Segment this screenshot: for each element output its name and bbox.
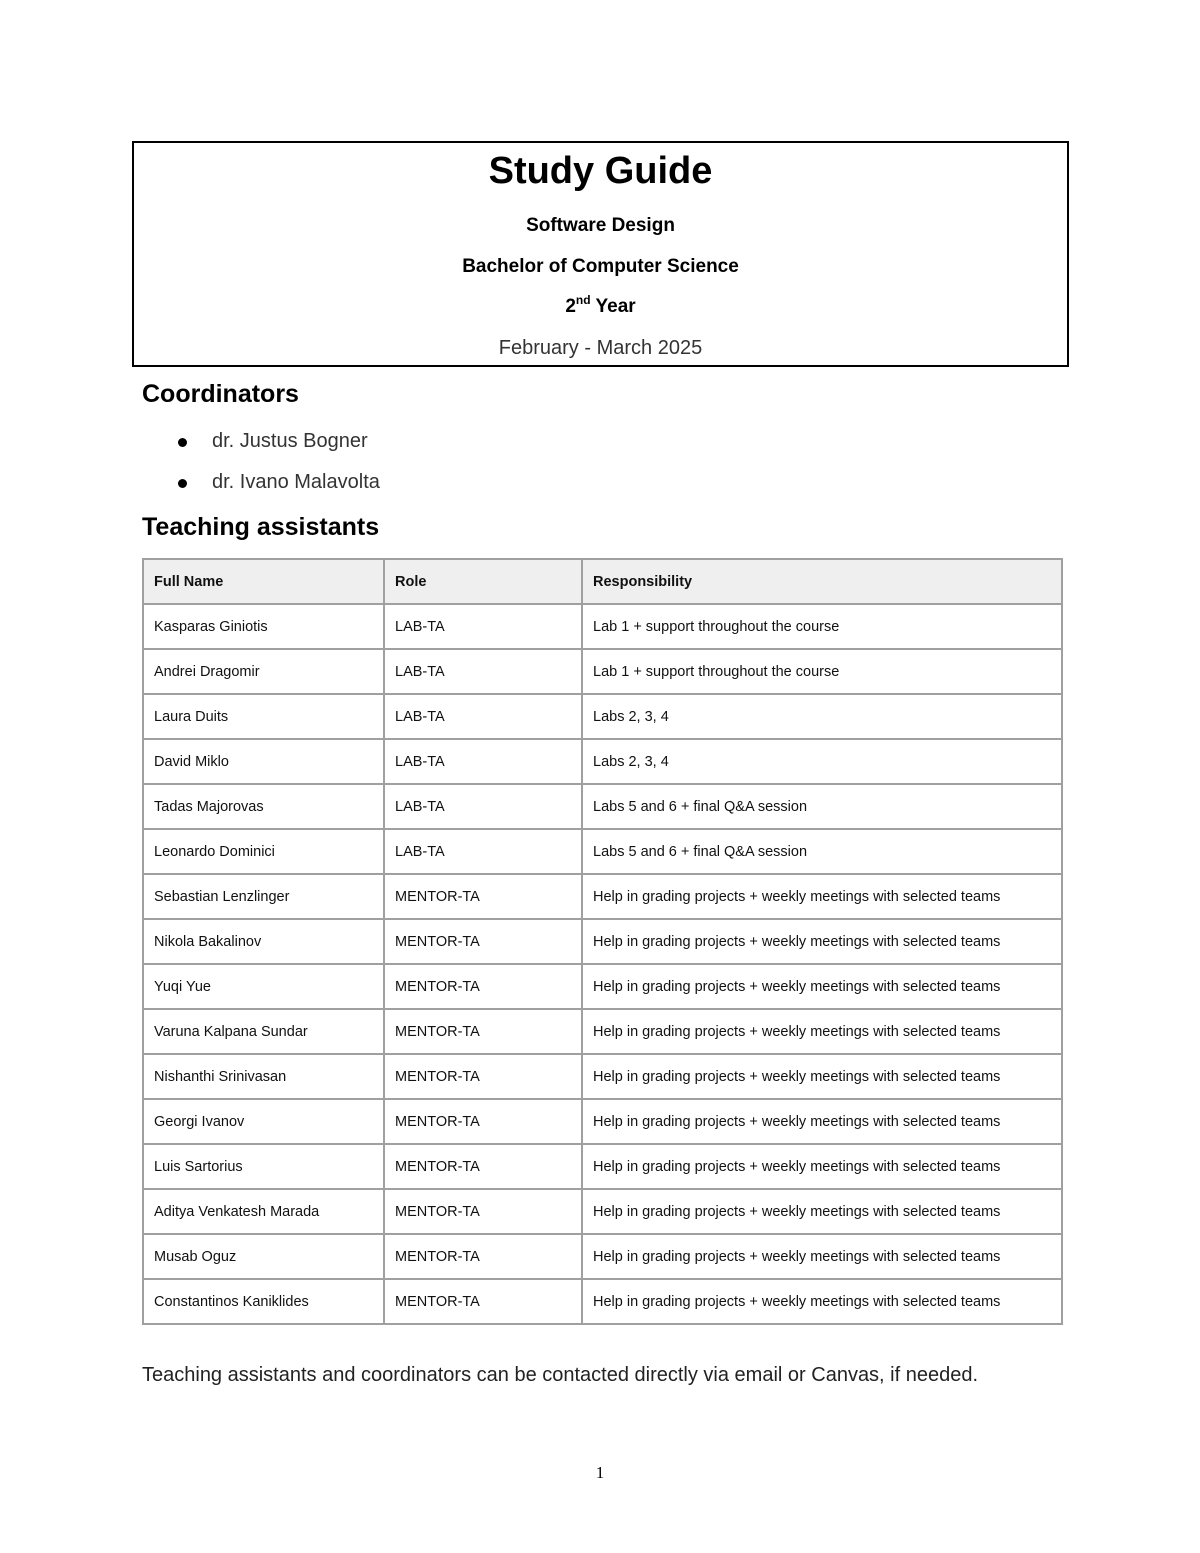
table-row <box>143 1234 1062 1279</box>
table-row <box>143 829 1062 874</box>
cell-role: LAB-TA <box>384 784 582 829</box>
contact-note: Teaching assistants and coordinators can be contacted directly via email or Canvas, if needed. <box>142 1364 979 1386</box>
cell-responsibility: Help in grading projects + weekly meetings with selected teams <box>582 1054 1062 1099</box>
column-header-full-name: Full Name <box>143 559 384 604</box>
cell-role: MENTOR-TA <box>384 1054 582 1099</box>
cell-responsibility: Lab 1 + support throughout the course <box>582 604 1062 649</box>
cell-full-name: Yuqi Yue <box>143 964 384 1009</box>
cell-responsibility: Help in grading projects + weekly meetings with selected teams <box>582 874 1062 919</box>
table-row <box>143 1009 1062 1054</box>
cell-role: LAB-TA <box>384 604 582 649</box>
cell-responsibility: Help in grading projects + weekly meetings with selected teams <box>582 919 1062 964</box>
cell-full-name: Nishanthi Srinivasan <box>143 1054 384 1099</box>
table-row <box>143 649 1062 694</box>
year-suffix: nd <box>575 293 591 307</box>
table-row <box>143 1054 1062 1099</box>
teaching-assistants-heading: Teaching assistants <box>142 513 380 541</box>
cell-role: MENTOR-TA <box>384 1234 582 1279</box>
table-row <box>143 1189 1062 1234</box>
cell-role: MENTOR-TA <box>384 1099 582 1144</box>
cell-role: MENTOR-TA <box>384 874 582 919</box>
cell-role: LAB-TA <box>384 649 582 694</box>
cell-full-name: Nikola Bakalinov <box>143 919 384 964</box>
cell-full-name: Georgi Ivanov <box>143 1099 384 1144</box>
cell-responsibility: Labs 2, 3, 4 <box>582 694 1062 739</box>
study-year <box>134 295 1067 319</box>
cell-full-name: Musab Oguz <box>143 1234 384 1279</box>
coordinator-name: dr. Justus Bogner <box>212 430 368 452</box>
cell-full-name: Luis Sartorius <box>143 1144 384 1189</box>
year-number: 2 <box>565 296 576 317</box>
cell-full-name: Leonardo Dominici <box>143 829 384 874</box>
cell-role: MENTOR-TA <box>384 1144 582 1189</box>
degree-name: Bachelor of Computer Science <box>462 256 739 277</box>
cell-full-name: Sebastian Lenzlinger <box>143 874 384 919</box>
table-row <box>143 694 1062 739</box>
document-title: Study Guide <box>488 150 713 192</box>
table-row <box>143 1279 1062 1324</box>
table-row <box>143 784 1062 829</box>
cell-full-name: Aditya Venkatesh Marada <box>143 1189 384 1234</box>
page-number: 1 <box>595 1463 605 1482</box>
year-word: Year <box>595 296 636 317</box>
cell-full-name: David Miklo <box>143 739 384 784</box>
cell-responsibility: Help in grading projects + weekly meetings with selected teams <box>582 1234 1062 1279</box>
table-row <box>143 964 1062 1009</box>
table-row <box>143 919 1062 964</box>
course-period: February - March 2025 <box>498 337 703 359</box>
column-header-role: Role <box>384 559 582 604</box>
course-name: Software Design <box>526 215 675 236</box>
bullet-icon <box>178 438 187 447</box>
cell-role: MENTOR-TA <box>384 1189 582 1234</box>
bullet-icon <box>178 479 187 488</box>
table-row <box>143 874 1062 919</box>
cell-responsibility: Help in grading projects + weekly meetings with selected teams <box>582 964 1062 1009</box>
cell-full-name: Tadas Majorovas <box>143 784 384 829</box>
cell-responsibility: Help in grading projects + weekly meetings with selected teams <box>582 1279 1062 1324</box>
cell-full-name: Varuna Kalpana Sundar <box>143 1009 384 1054</box>
cell-responsibility: Labs 5 and 6 + final Q&A session <box>582 784 1062 829</box>
table-row <box>143 604 1062 649</box>
table-body <box>143 604 1062 1324</box>
cell-role: LAB-TA <box>384 694 582 739</box>
coordinator-name: dr. Ivano Malavolta <box>212 471 380 493</box>
table-header-row <box>143 559 1062 604</box>
column-header-responsibility: Responsibility <box>582 559 1062 604</box>
table-row <box>143 739 1062 784</box>
cell-role: LAB-TA <box>384 829 582 874</box>
table-row <box>143 1144 1062 1189</box>
cell-role: MENTOR-TA <box>384 964 582 1009</box>
teaching-assistants-table <box>142 558 1063 1325</box>
cell-responsibility: Labs 2, 3, 4 <box>582 739 1062 784</box>
cell-full-name: Constantinos Kaniklides <box>143 1279 384 1324</box>
coordinators-heading: Coordinators <box>142 380 299 408</box>
table-row <box>143 1099 1062 1144</box>
cell-responsibility: Help in grading projects + weekly meetings with selected teams <box>582 1144 1062 1189</box>
cell-responsibility: Help in grading projects + weekly meetings with selected teams <box>582 1009 1062 1054</box>
title-box <box>132 141 1069 367</box>
cell-full-name: Kasparas Giniotis <box>143 604 384 649</box>
cell-role: MENTOR-TA <box>384 919 582 964</box>
cell-responsibility: Lab 1 + support throughout the course <box>582 649 1062 694</box>
cell-full-name: Andrei Dragomir <box>143 649 384 694</box>
cell-full-name: Laura Duits <box>143 694 384 739</box>
cell-responsibility: Help in grading projects + weekly meetings with selected teams <box>582 1189 1062 1234</box>
cell-role: MENTOR-TA <box>384 1279 582 1324</box>
cell-responsibility: Labs 5 and 6 + final Q&A session <box>582 829 1062 874</box>
cell-role: MENTOR-TA <box>384 1009 582 1054</box>
cell-responsibility: Help in grading projects + weekly meetings with selected teams <box>582 1099 1062 1144</box>
cell-role: LAB-TA <box>384 739 582 784</box>
